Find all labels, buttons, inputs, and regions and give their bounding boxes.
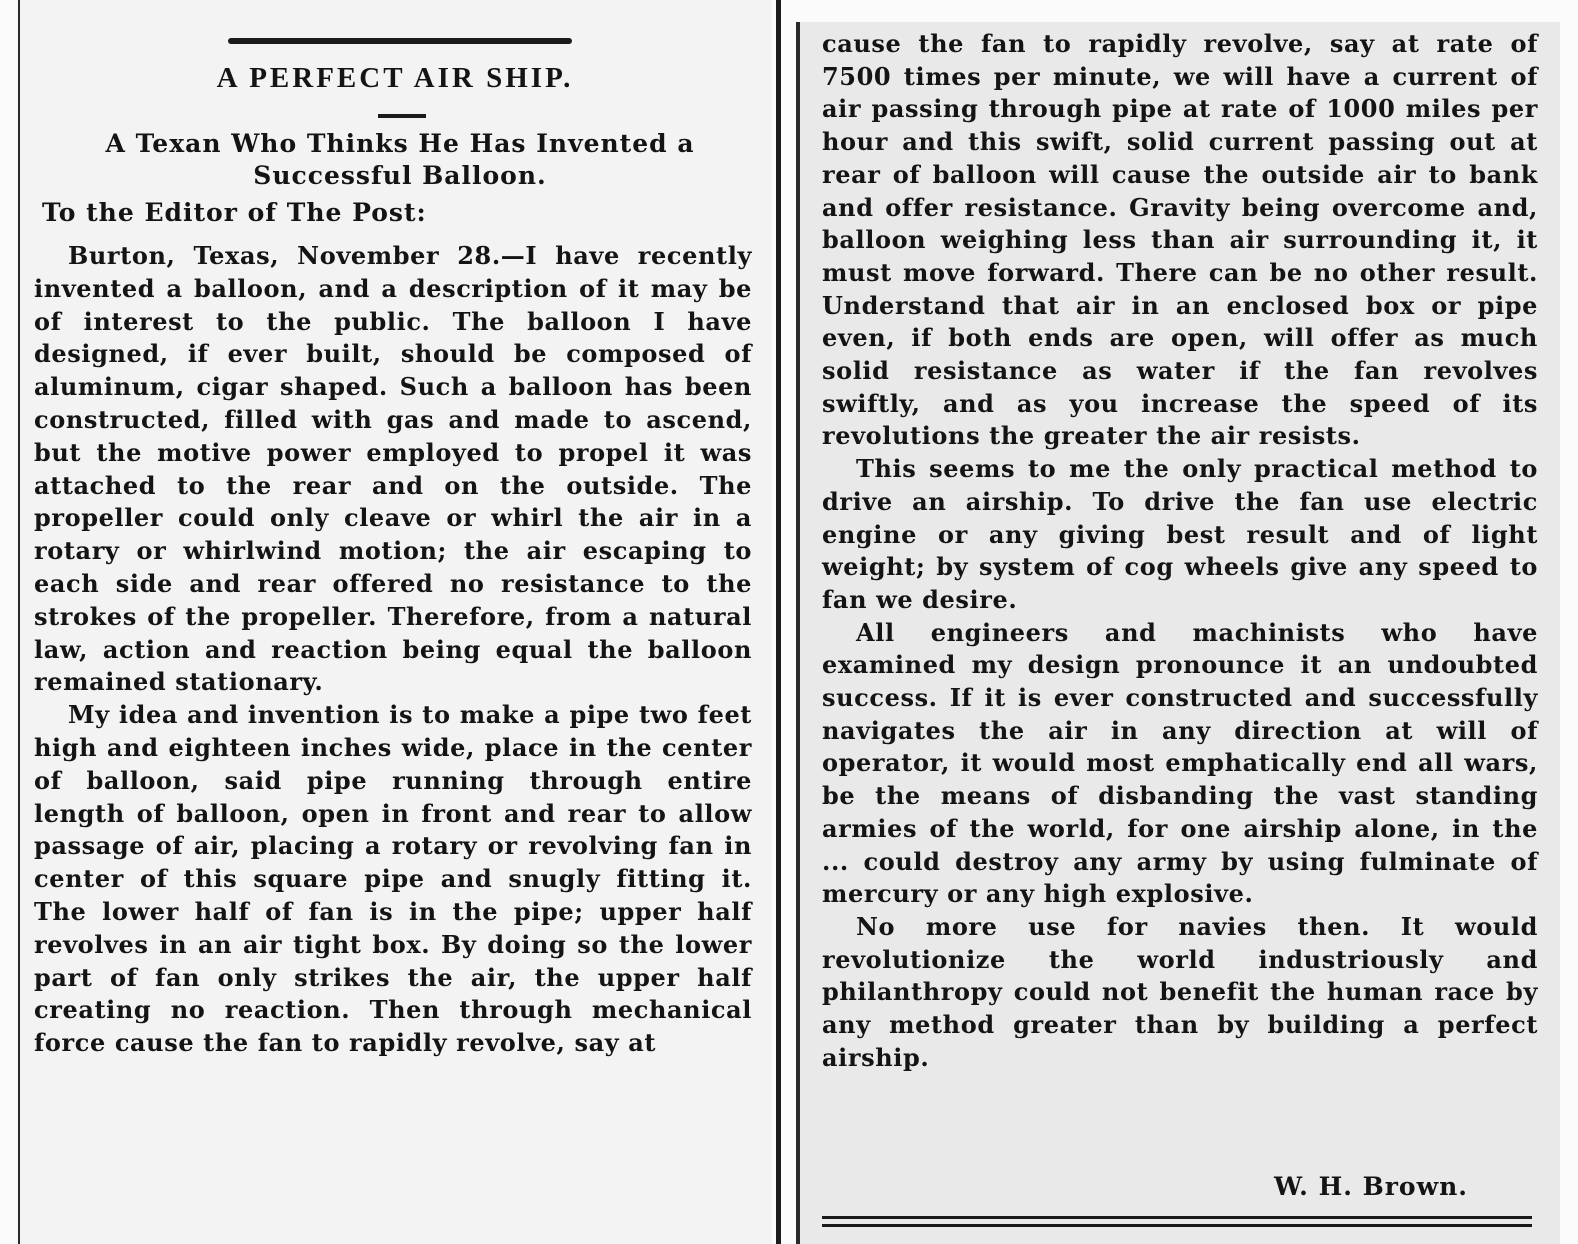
top-rule <box>228 38 572 44</box>
left-paragraph-2: My idea and invention is to make a pipe two feet high and eighteen inches wide, place in the center of balloon, said pipe running through entire length of balloon, open in front and rear to allow passage of air, placing a rotary or revolving fan in center of this square pipe and snugly fitting it. The lower half of fan is in the pipe; upper half revolves in an air tight box. By doing so the lower part of fan only strikes the air, the upper half creating no reaction. Then through mechanical force cause the fan to rapidly revolve, say at <box>34 700 752 1058</box>
right-paragraph-2: This seems to me the only practical method to drive an airship. To drive the fan use electric engine or any giving best result and of light weight; by system of cog wheels give any speed to fan we desire. <box>822 454 1538 614</box>
left-paragraph-1: Burton, Texas, November 28.—I have recently invented a balloon, and a description of it may be of interest to the public. The balloon I have designed, if ever built, should be composed of aluminum, cigar shaped. Such a balloon has been constructed, filled with gas and made to ascend, but the motive power employed to propel it was attached to the rear and on the outside. The propeller could only cleave or whirl the air in a rotary or whirlwind motion; the air escaping to each side and rear offered no resistance to the strokes of the propeller. Therefore, from a natural law, action and reaction being equal the balloon remained stationary. <box>34 241 752 697</box>
subheadline: A Texan Who Thinks He Has Invented a Successful Balloon. <box>105 129 695 190</box>
salutation: To the Editor of The Post: <box>42 198 427 227</box>
right-column-text <box>822 28 1538 1075</box>
right-paragraph-4: No more use for navies then. It would revolutionize the world industriously and philanthropy could not benefit the human race by any method greater than by building a perfect airship. <box>822 911 1538 1072</box>
bottom-rule-second <box>822 1224 1532 1227</box>
left-column-text <box>34 240 752 1060</box>
signature: W. H. Brown. <box>1274 1172 1468 1201</box>
bottom-rule <box>822 1216 1532 1219</box>
right-paragraph-1: cause the fan to rapidly revolve, say at rate of 7500 times per minute, we will have a current of air passing through pipe at rate of 1000 miles per hour and this swift, solid current passing out at rear of balloon will cause the outside air to bank and offer resistance. Gravity being overcome and, balloon weighing less than air surrounding it, it must move forward. There can be no other result. Understand that air in an enclosed box or pipe even, if both ends are open, will offer as much solid resistance as water if the fan revolves swiftly, and as you increase the speed of its revolutions the greater the air resists. <box>822 29 1538 451</box>
headline: A PERFECT AIR SHIP. <box>216 62 574 94</box>
column-divider <box>776 0 781 1244</box>
headline-divider <box>378 114 426 118</box>
right-paragraph-3: All engineers and machinists who have examined my design pronounce it an undoubted success. If it is ever constructed and successfully navigates the air in any direction at will of operator, it would most emphatically end all wars, be the means of disbanding the vast standing armies of the world, for one airship alone, in the ... could destroy any army by using fulminate of mercury or any high explosive. <box>822 617 1538 909</box>
